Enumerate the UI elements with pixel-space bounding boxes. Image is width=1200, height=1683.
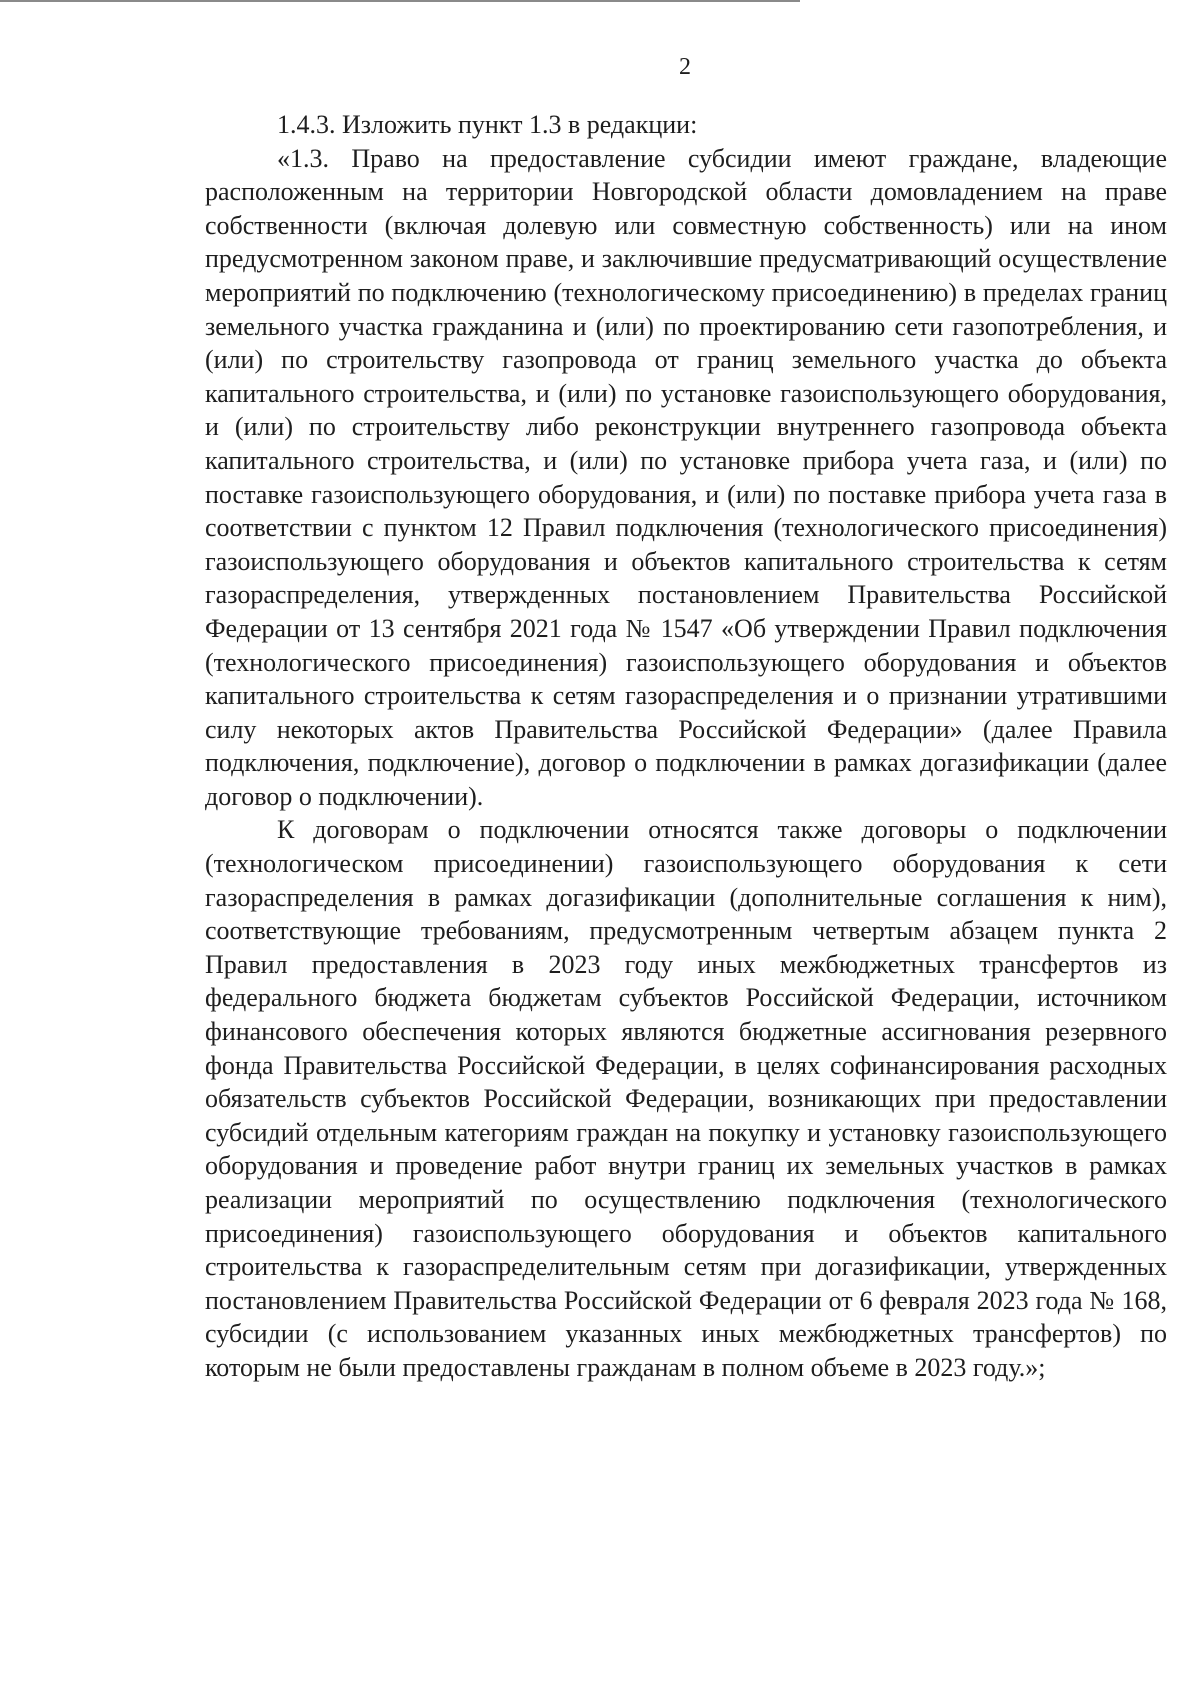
paragraph-amendment-heading: 1.4.3. Изложить пункт 1.3 в редакции: [277, 110, 698, 139]
top-rule [0, 0, 800, 2]
paragraph-connection-contracts: К договорам о подключении относятся также договоры о подключении (технологическом присоединении) газоиспользующего оборудования к сети газораспределения в рамках догазификации (дополнительные соглашения к ним), соответствующие требованиям, предусмотренным четвертым абзацем пункта 2 Правил предоставления в 2023 году иных межбюджетных трансфертов из федерального бюджета бюджетам субъектов Российской Федерации, источником финансового обеспечения которых являются бюджетные ассигнования резервного фонда Правительства Российской Федерации, в целях софинансирования расходных обязательств субъектов Российской Федерации, возникающих при предоставлении субсидий отдельным категориям граждан на покупку и установку газоиспользующего оборудования и проведение работ внутри границ их земельных участков в рамках реализации мероприятий по осуществлению подключения (технологического присоединения) газоиспользующего оборудования и объектов капитального строительства к газораспределительным сетям при догазификации, утвержденных постановлением Правительства Российской Федерации от 6 февраля 2023 года № 168, субсидии (с использованием указанных иных межбюджетных трансфертов) по которым не были предоставлены гражданам в полном объеме в 2023 году.»; [205, 815, 1167, 1382]
document-body [205, 108, 1167, 1385]
page-number: 2 [679, 54, 691, 80]
paragraph-subsidy-right: «1.3. Право на предоставление субсидии имеют граждане, владеющие расположенным на территории Новгородской области домовладением на праве собственности (включая долевую или совместную собственность) или на ином предусмотренном законом праве, и заключившие предусматривающий осуществление мероприятий по подключению (технологическому присоединению) в пределах границ земельного участка гражданина и (или) по проектированию сети газопотребления, и (или) по строительству газопровода от границ земельного участка до объекта капитального строительства, и (или) по установке газоиспользующего оборудования, и (или) по строительству либо реконструкции внутреннего газопровода объекта капитального строительства, и (или) по установке прибора учета газа, и (или) по поставке газоиспользующего оборудования, и (или) по поставке прибора учета газа в соответствии с пунктом 12 Правил подключения (технологического присоединения) газоиспользующего оборудования и объектов капитального строительства к сетям газораспределения, утвержденных постановлением Правительства Российской Федерации от 13 сентября 2021 года № 1547 «Об утверждении Правил подключения (технологического присоединения) газоиспользующего оборудования и объектов капитального строительства к сетям газораспределения и о признании утратившими силу некоторых актов Правительства Российской Федерации» (далее Правила подключения, подключение), договор о подключении в рамках догазификации (далее договор о подключении). [205, 143, 1167, 811]
